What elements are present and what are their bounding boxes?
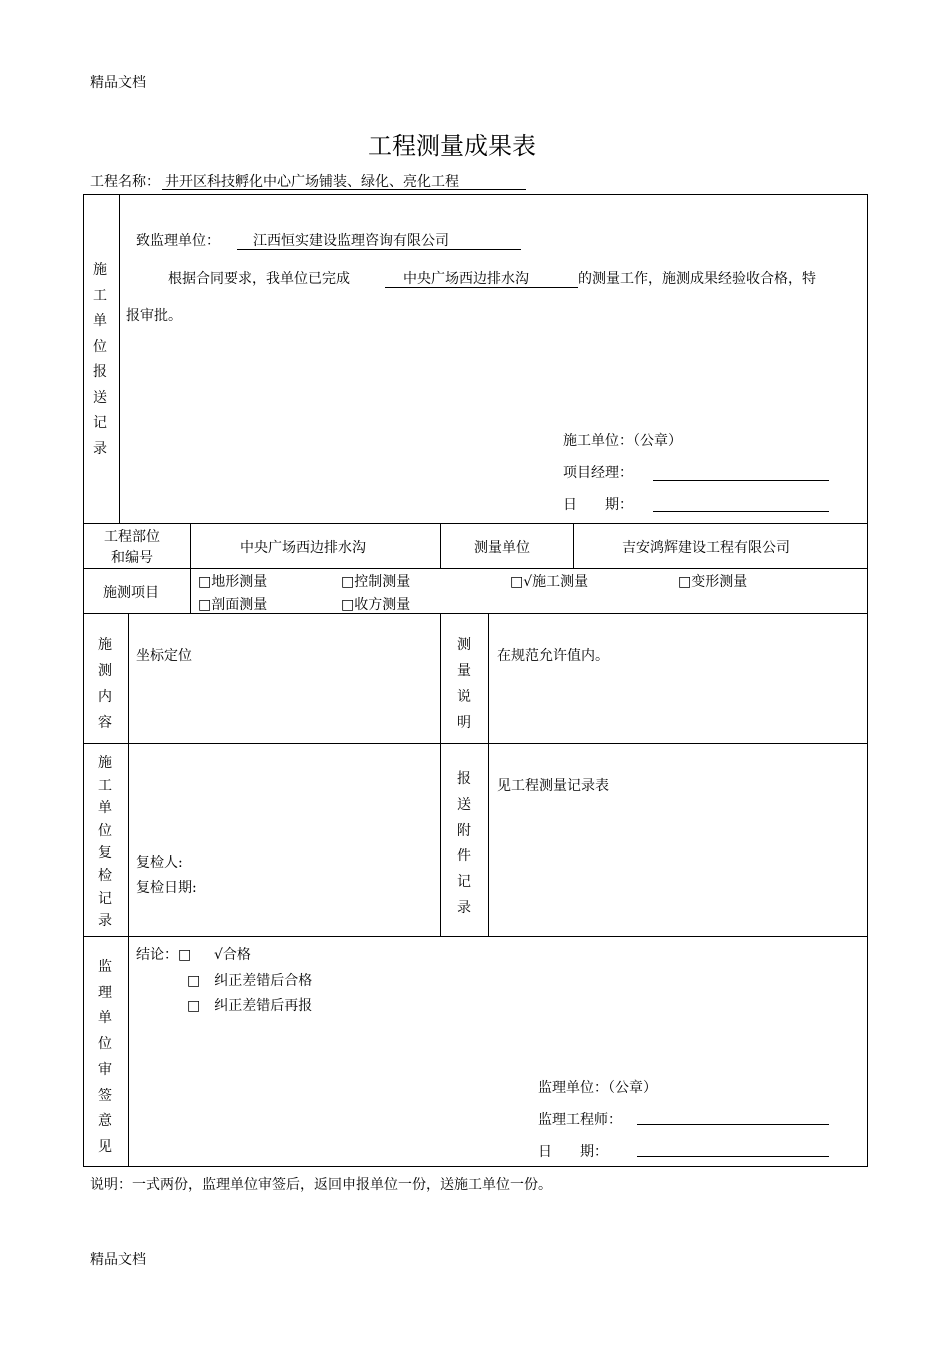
to-supervisor-underline bbox=[237, 249, 521, 250]
project-manager-label: 项目经理： bbox=[563, 465, 633, 481]
attachment-label: 报 送 附 件 记 录 bbox=[457, 771, 471, 916]
option-deformation[interactable]: □变形测量 bbox=[678, 574, 748, 590]
report-body-suffix: 的测量工作，施测成果经验收合格，特 bbox=[578, 271, 816, 287]
page-title: 工程测量成果表 bbox=[368, 132, 536, 160]
footnote: 说明：一式两份，监理单位审签后，返回申报单位一份，送施工单位一份。 bbox=[90, 1177, 552, 1193]
measurement-desc-value: 在规范允许值内。 bbox=[497, 648, 609, 664]
part-value: 中央广场西边排水沟 bbox=[240, 540, 366, 556]
project-manager-signature-line bbox=[653, 480, 829, 481]
part-label-line2: 和编号 bbox=[111, 550, 153, 566]
option-control[interactable]: □控制测量 bbox=[341, 574, 411, 590]
project-name-underline bbox=[162, 189, 526, 190]
report-body-line2: 报审批。 bbox=[126, 308, 182, 324]
supervision-unit-seal-label: 监理单位：（公章） bbox=[538, 1080, 657, 1096]
attachment-value: 见工程测量记录表 bbox=[497, 778, 609, 794]
report-body-prefix: 根据合同要求，我单位已完成 bbox=[168, 271, 350, 287]
project-name-value: 井开区科技孵化中心广场铺装、绿化、亮化工程 bbox=[165, 174, 459, 190]
supervision-date-line bbox=[637, 1156, 829, 1157]
option-topographic[interactable]: □地形测量 bbox=[198, 574, 268, 590]
report-body-item: 中央广场西边排水沟 bbox=[403, 271, 529, 287]
to-supervisor-value: 江西恒实建设监理咨询有限公司 bbox=[253, 233, 449, 249]
conclusion-option-qualified[interactable]: √合格 bbox=[214, 947, 251, 963]
content-value: 坐标定位 bbox=[136, 648, 192, 664]
report-side-label: 施 工 单 位 报 送 记 录 bbox=[93, 262, 107, 457]
survey-unit-value: 吉安鸿辉建设工程有限公司 bbox=[622, 540, 790, 556]
report-date-label: 日 期： bbox=[563, 497, 633, 513]
check-date-label: 复检日期: bbox=[136, 880, 197, 896]
page-footer: 精品文档 bbox=[90, 1252, 146, 1268]
report-body-underline bbox=[385, 287, 578, 288]
construction-unit-seal-label: 施工单位：（公章） bbox=[563, 433, 682, 449]
conclusion-option-corrected-resubmit[interactable]: □ 纠正差错后再报 bbox=[187, 998, 313, 1014]
measurement-desc-label: 测 量 说 明 bbox=[457, 637, 471, 731]
conclusion-option-corrected-qualified[interactable]: □ 纠正差错后合格 bbox=[187, 973, 313, 989]
supervision-engineer-line bbox=[637, 1124, 829, 1125]
project-name-label: 工程名称： bbox=[90, 174, 160, 190]
supervision-engineer-label: 监理工程师： bbox=[538, 1112, 622, 1128]
part-label-line1: 工程部位 bbox=[104, 529, 160, 545]
option-construction[interactable]: □√施工测量 bbox=[510, 574, 589, 590]
supervision-side-label: 监 理 单 位 审 签 意 见 bbox=[98, 959, 112, 1155]
recheck-side-label: 施 工 单 位 复 检 记 录 bbox=[98, 755, 112, 930]
option-quantity[interactable]: □收方测量 bbox=[341, 597, 411, 613]
content-side-label: 施 测 内 容 bbox=[98, 637, 112, 731]
option-section[interactable]: □剖面测量 bbox=[198, 597, 268, 613]
survey-items-label: 施测项目 bbox=[103, 585, 159, 601]
to-supervisor-label: 致监理单位： bbox=[136, 233, 220, 249]
page-header: 精品文档 bbox=[90, 75, 146, 91]
report-date-line bbox=[653, 511, 829, 512]
survey-unit-label: 测量单位 bbox=[474, 540, 530, 556]
conclusion-label: 结论：□ bbox=[136, 947, 192, 963]
supervision-date-label: 日 期： bbox=[538, 1144, 608, 1160]
checker-label: 复检人: bbox=[136, 855, 183, 871]
